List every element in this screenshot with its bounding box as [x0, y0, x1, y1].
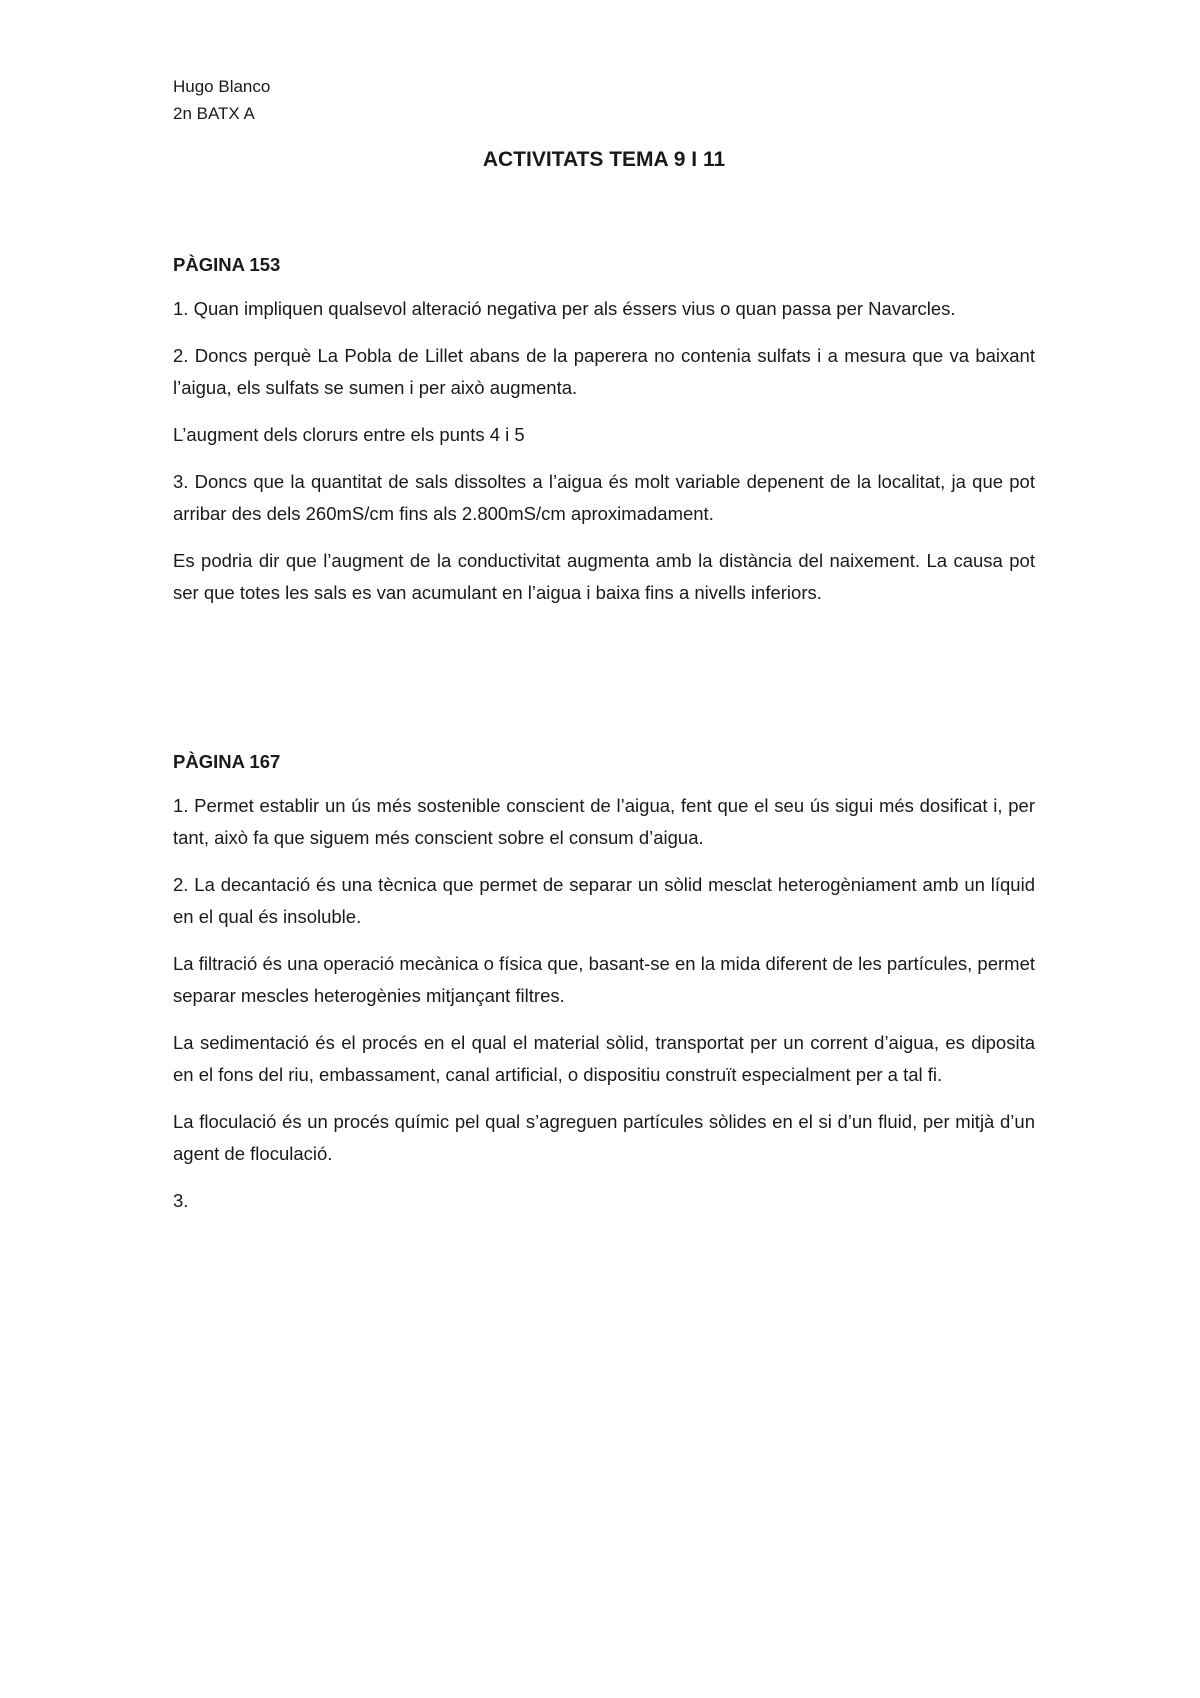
paragraph: 1. Quan impliquen qualsevol alteració negativa per als éssers vius o quan passa per Navarcles. [173, 298, 956, 319]
section-heading: PÀGINA 153 [173, 254, 281, 275]
document-title: ACTIVITATS TEMA 9 I 11 [482, 148, 726, 171]
section-pagina-153 [173, 253, 1035, 624]
paragraph: 1. Permet establir un ús més sostenible conscient de l’aigua, fent que el seu ús sigui més dosificat i, per tant, això fa que siguem més conscient sobre el consum d’aigua. [173, 795, 1035, 848]
paragraph: L’augment dels clorurs entre els punts 4 i 5 [173, 424, 525, 445]
paragraph: 3. [173, 1190, 189, 1211]
paragraph: Es podria dir que l’augment de la conductivitat augmenta amb la distància del naixement. La causa pot ser que totes les sals es van acumulant en l’aigua i baixa fins a nivells inferiors. [173, 550, 1035, 603]
class-name: 2n BATX A [173, 104, 255, 123]
document-content [173, 73, 1035, 1211]
paragraph: 2. La decantació és una tècnica que permet de separar un sòlid mesclat heterogèniament amb un líquid en el qual és insoluble. [173, 874, 1035, 927]
paragraph: La filtració és una operació mecànica o física que, basant-se en la mida diferent de les partícules, permet separar mescles heterogènies mitjançant filtres. [173, 953, 1035, 1006]
paragraph: La floculació és un procés químic pel qual s’agreguen partícules sòlides en el si d’un fluid, per mitjà d’un agent de floculació. [173, 1111, 1035, 1164]
author-name: Hugo Blanco [173, 77, 271, 96]
paragraph: 3. Doncs que la quantitat de sals dissoltes a l’aigua és molt variable depenent de la localitat, ja que pot arribar des dels 260mS/cm fins als 2.800mS/cm aproximadament. [173, 471, 1035, 524]
section-pagina-167 [173, 750, 1035, 1232]
paragraph: 2. Doncs perquè La Pobla de Lillet abans de la paperera no contenia sulfats i a mesura que va baixant l’aigua, els sulfats se sumen i per això augmenta. [173, 345, 1035, 398]
paragraph: La sedimentació és el procés en el qual el material sòlid, transportat per un corrent d’aigua, es diposita en el fons del riu, embassament, canal artificial, o dispositiu construït especialment per a tal fi. [173, 1032, 1035, 1085]
section-heading: PÀGINA 167 [173, 751, 281, 772]
